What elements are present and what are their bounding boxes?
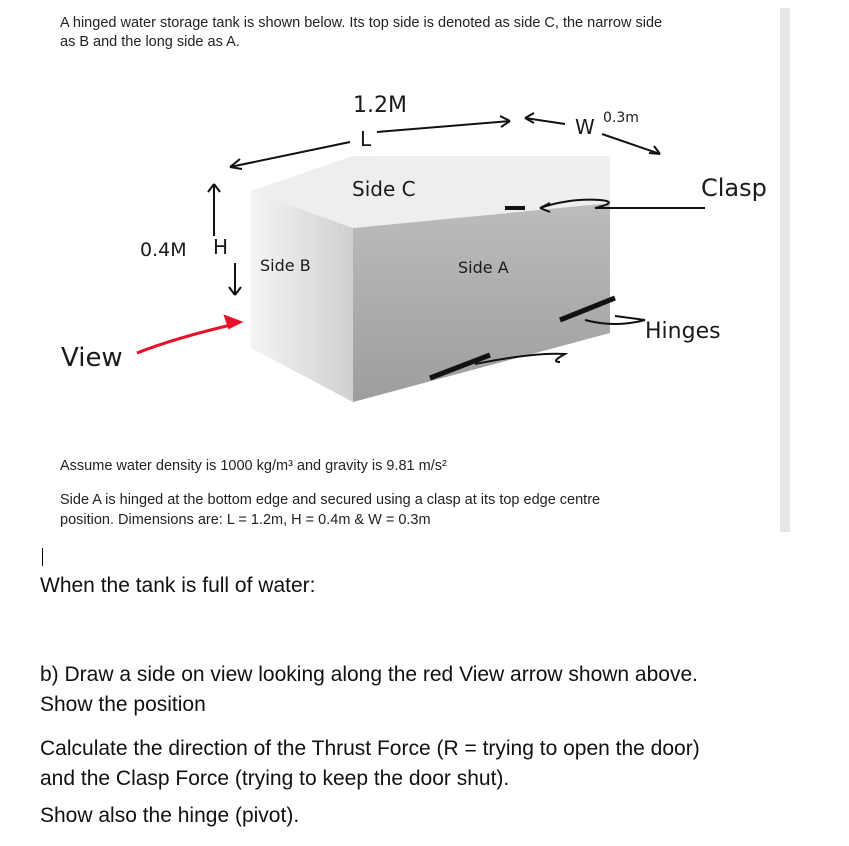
dim-length-symbol: L xyxy=(360,127,372,151)
dim-width-label: 0.3m xyxy=(603,110,639,126)
hinges-label: Hinges xyxy=(645,319,721,344)
full-tank-label: When the tank is full of water: xyxy=(40,574,316,597)
side-b-label: Side B xyxy=(260,256,311,275)
calculate-text xyxy=(40,734,820,794)
intro-text xyxy=(60,14,710,52)
hinge-info-line-1: Side A is hinged at the bottom edge and secured using a clasp at its top edge centre xyxy=(60,492,601,508)
intro-line-2: as B and the long side as A. xyxy=(60,34,240,50)
clasp-label: Clasp xyxy=(701,174,767,202)
tank-side-b-face xyxy=(251,191,353,402)
dim-length-line-2 xyxy=(377,121,510,132)
question-b-line-1: b) Draw a side on view looking along the red View arrow shown above. xyxy=(40,663,698,686)
dim-height-label: 0.4M xyxy=(140,239,187,261)
side-c-label: Side C xyxy=(352,177,416,201)
question-b xyxy=(40,660,800,720)
dim-width-symbol: W xyxy=(575,115,595,139)
view-arrowhead xyxy=(225,316,241,328)
intro-line-1: A hinged water storage tank is shown below. Its top side is denoted as side C, the narrow side xyxy=(60,15,663,31)
hinge-info-line-2: position. Dimensions are: L = 1.2m, H = 0.4m & W = 0.3m xyxy=(60,512,431,528)
dim-height-symbol: H xyxy=(213,235,229,259)
hinge-note: Show also the hinge (pivot). xyxy=(40,804,300,827)
dim-length-label: 1.2M xyxy=(353,93,407,118)
view-label: View xyxy=(61,343,123,373)
hinge-info xyxy=(60,490,700,530)
side-a-label: Side A xyxy=(458,258,509,277)
text-cursor xyxy=(42,548,43,566)
assumption-text: Assume water density is 1000 kg/m³ and gravity is 9.81 m/s² xyxy=(60,458,447,474)
tank-figure xyxy=(55,88,785,418)
calculate-line-1: Calculate the direction of the Thrust Force (R = trying to open the door) xyxy=(40,737,700,760)
view-arrow xyxy=(137,324,235,353)
calculate-line-2: and the Clasp Force (trying to keep the door shut). xyxy=(40,767,510,790)
tank-side-a-face xyxy=(353,203,610,402)
dim-width-line-right xyxy=(602,134,660,154)
question-b-line-2: Show the position xyxy=(40,693,206,716)
